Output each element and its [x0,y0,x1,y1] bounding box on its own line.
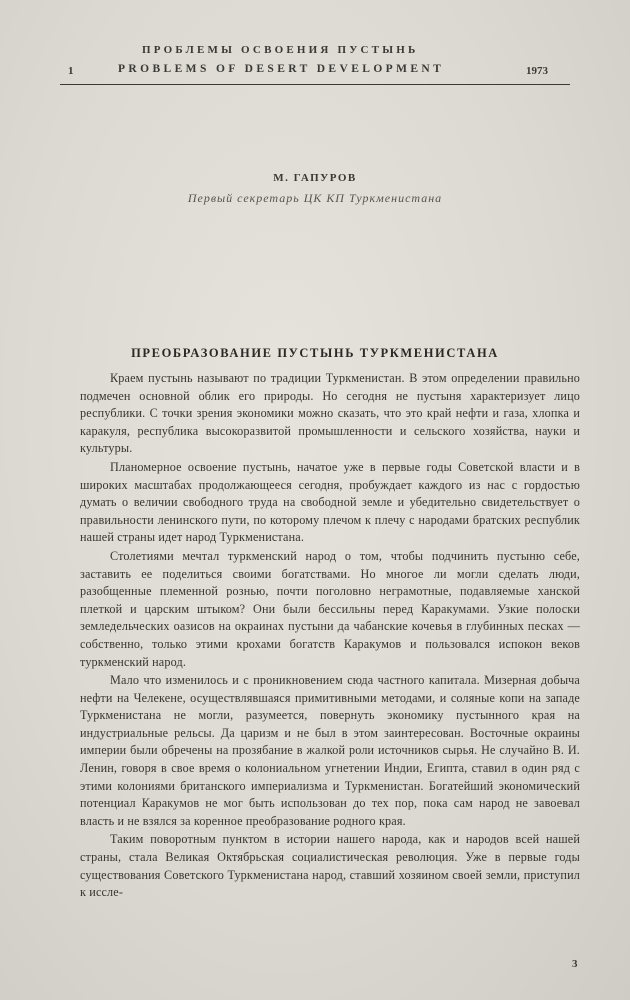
author-position: Первый секретарь ЦК КП Туркменистана [187,191,443,205]
paragraph: Планомерное освоение пустынь, начатое уже в первые годы Советской власти и в широких масштабах продолжающееся сегодня, пробуждает каждого из нас с гордостью думать о величии свободного труда на свободной земле и убедительно свидетельствует о правильности ленинского пути, по которому плечом к плечу с народами братских республик нашей страны идет народ Туркменистана. [80,459,580,545]
article-title: ПРЕОБРАЗОВАНИЕ ПУСТЫНЬ ТУРКМЕНИСТАНА [131,346,499,360]
paragraph: Краем пустынь называют по традиции Туркменистан. В этом определении правильно подмечен основной облик его природы. Но сегодня не пустыня характеризует лицо республики. С точки зрения экономики можно сказать, что это край нефти и газа, хлопка и каракуля, республика высокоразвитой промышленности и сельского хозяйства, науки и культуры. [80,371,580,456]
paragraph: Таким поворотным пунктом в истории нашего народа, как и народов всей нашей страны, стала Великая Октябрьская социалистическая революция. Уже в первые годы существования Советского Туркменистана народ, ставший хозяином своей земли, приступил к иссле- [80,832,580,900]
publication-year: 1973 [526,65,548,77]
volume-number: 1 [68,65,74,77]
article-body [80,370,580,903]
paragraph: Мало что изменилось и с проникновением сюда частного капитала. Мизерная добыча нефти на Челекене, осуществлявшаяся примитивными методами, и соляные копи на западе Туркменистана не могли, разумеется, повернуть экономику пустынного края на индустриальные рельсы. Да царизм и не был в этом заинтересован. Восточные окраины империи были обречены на прозябание в жалкой роли источников сырья. Не случайно В. И. Ленин, говоря в свое время о колониальном угнетении Индии, Египта, ставил в один ряд с этими колониями британского империализма и Туркменистан. Богатейший экономический потенциал Каракумов не мог быть использован до тех пор, пока сам народ не завоевал власть и не взялся за коренное преобразование родного края. [80,673,580,828]
page-number: 3 [572,958,578,970]
paragraph: Столетиями мечтал туркменский народ о том, чтобы подчинить пустыню себе, заставить ее поделиться своими богатствами. Но многое ли могли сделать люди, разобщенные племенной рознью, почти поголовно неграмотные, подавляемые ханской плеткой и царским штыком? Они были бессильны перед Каракумами. Узкие полоски земледельческих оазисов на окраинах пустыни да чабанские кочевья в глубинных песках — собственно, только этими крохами богатств Каракумов и пользовался испокон веков туркменский народ. [80,548,580,669]
journal-title-english: PROBLEMS OF DESERT DEVELOPMENT [118,63,445,75]
journal-title-russian: ПРОБЛЕМЫ ОСВОЕНИЯ ПУСТЫНЬ [142,44,419,56]
header-rule [60,84,570,85]
author-name: М. ГАПУРОВ [273,172,357,184]
